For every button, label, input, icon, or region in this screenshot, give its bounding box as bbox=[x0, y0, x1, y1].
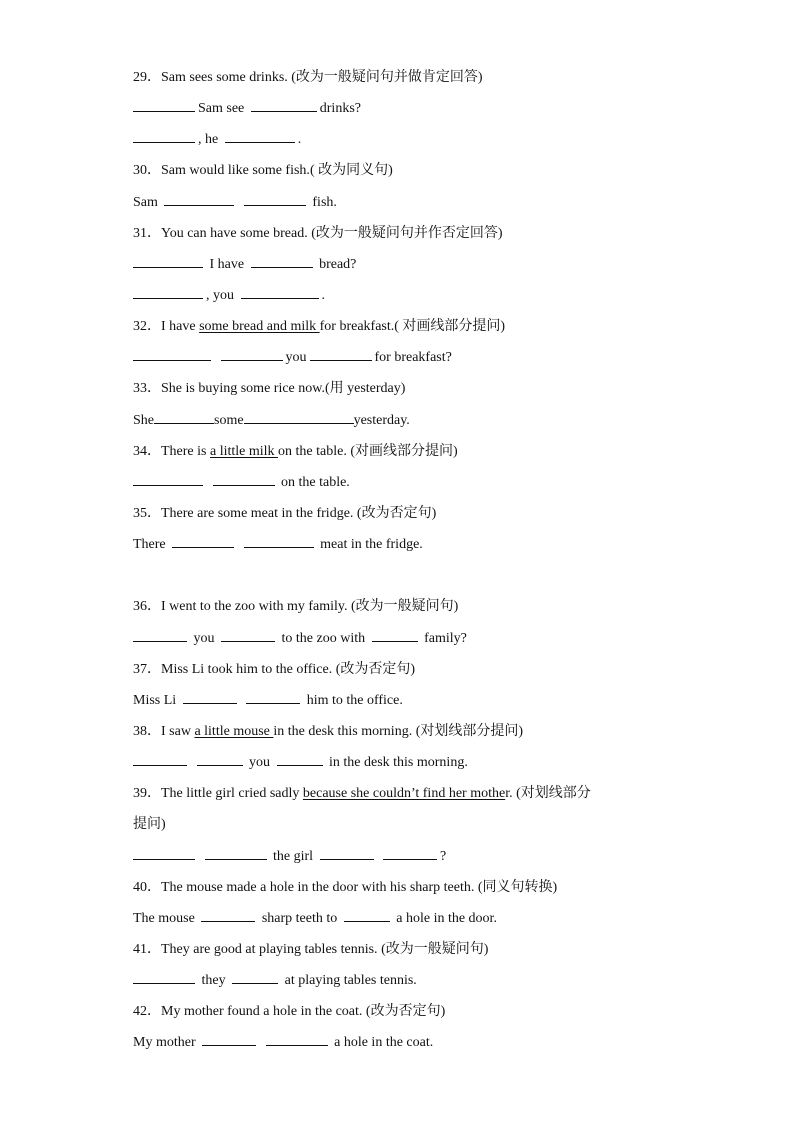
question-42: 42．My mother found a hole in the coat. (改为否定句) bbox=[133, 1004, 446, 1020]
blank[interactable] bbox=[241, 297, 319, 299]
blank[interactable] bbox=[133, 141, 195, 143]
question-32: 32．I have some bread and milk for breakfast.( 对画线部分提问) bbox=[133, 319, 506, 335]
blank[interactable] bbox=[197, 764, 243, 766]
blank[interactable] bbox=[244, 204, 306, 206]
question-39-continued: 提问) bbox=[133, 817, 166, 833]
blank[interactable] bbox=[310, 359, 372, 361]
blank[interactable] bbox=[221, 359, 283, 361]
answer-42-line-1: My mother a hole in the coat. bbox=[133, 1035, 434, 1051]
underlined-phrase: a little mouse bbox=[194, 723, 274, 739]
answer-38-line-1: you in the desk this morning. bbox=[133, 747, 693, 778]
blank[interactable] bbox=[133, 110, 195, 112]
blank[interactable] bbox=[133, 982, 195, 984]
blank[interactable] bbox=[133, 640, 187, 642]
question-36: 36．I went to the zoo with my family. (改为一般疑问句) bbox=[133, 599, 459, 615]
blank[interactable] bbox=[205, 858, 267, 860]
question-37: 37．Miss Li took him to the office. (改为否定句) bbox=[133, 661, 416, 677]
answer-37-line-1: Miss Li him to the office. bbox=[133, 692, 403, 708]
blank[interactable] bbox=[133, 297, 203, 299]
answer-41-line-1: they at playing tables tennis. bbox=[133, 965, 693, 996]
question-35: 35．There are some meat in the fridge. (改为否定句) bbox=[133, 505, 437, 521]
answer-29-line-2: , he . bbox=[133, 124, 693, 155]
blank[interactable] bbox=[201, 920, 255, 922]
underlined-phrase: some bread and milk bbox=[199, 319, 320, 335]
blank[interactable] bbox=[246, 702, 300, 704]
answer-29-line-1: Sam see drinks? bbox=[133, 93, 693, 124]
blank[interactable] bbox=[133, 764, 187, 766]
blank[interactable] bbox=[344, 920, 390, 922]
blank[interactable] bbox=[221, 640, 275, 642]
blank[interactable] bbox=[164, 204, 234, 206]
question-40: 40．The mouse made a hole in the door with his sharp teeth. (同义句转换) bbox=[133, 879, 558, 895]
answer-36-line-1: you to the zoo with family? bbox=[133, 623, 693, 654]
question-29: 29．Sam sees some drinks. (改为一般疑问句并做肯定回答) bbox=[133, 70, 483, 85]
worksheet bbox=[133, 62, 693, 1059]
blank[interactable] bbox=[133, 359, 211, 361]
question-34: 34．There is a little milk on the table. (对画线部分提问) bbox=[133, 443, 458, 459]
underlined-phrase: because she couldn’t find her mothe bbox=[302, 786, 506, 802]
answer-35-line-1: There meat in the fridge. bbox=[133, 537, 423, 553]
blank[interactable] bbox=[320, 858, 374, 860]
blank[interactable] bbox=[251, 110, 317, 112]
question-38: 38．I saw a little mouse in the desk this morning. (对划线部分提问) bbox=[133, 723, 524, 739]
blank[interactable] bbox=[232, 982, 278, 984]
blank[interactable] bbox=[133, 484, 203, 486]
answer-30-line-1: Sam fish. bbox=[133, 194, 337, 210]
question-41: 41．They are good at playing tables tennis. (改为一般疑问句) bbox=[133, 941, 489, 957]
question-31: 31．You can have some bread. (改为一般疑问句并作否定回答) bbox=[133, 225, 503, 241]
blank[interactable] bbox=[225, 141, 295, 143]
answer-40-line-1: The mouse sharp teeth to a hole in the door. bbox=[133, 910, 497, 926]
answer-33-line-1: She some yesterday. bbox=[133, 412, 410, 428]
blank[interactable] bbox=[244, 546, 314, 548]
blank[interactable] bbox=[213, 484, 275, 486]
answer-34-line-1: on the table. bbox=[133, 467, 693, 498]
blank[interactable] bbox=[202, 1044, 256, 1046]
blank[interactable] bbox=[172, 546, 234, 548]
answer-39-line-1: the girl ? bbox=[133, 841, 693, 872]
question-30: 30．Sam would like some fish.( 改为同义句) bbox=[133, 163, 393, 179]
answer-31-line-2: , you . bbox=[133, 280, 693, 311]
question-39: 39．The little girl cried sadly because she couldn’t find her mother. (对划线部分 bbox=[133, 786, 591, 802]
answer-31-line-1: I have bread? bbox=[133, 249, 693, 280]
blank[interactable] bbox=[277, 764, 323, 766]
blank[interactable] bbox=[383, 858, 437, 860]
blank[interactable] bbox=[372, 640, 418, 642]
question-33: 33．She is buying some rice now.(用 yesterday) bbox=[133, 381, 406, 397]
blank[interactable] bbox=[133, 858, 195, 860]
blank[interactable] bbox=[244, 422, 354, 424]
answer-32-line-1: you for breakfast? bbox=[133, 342, 693, 373]
blank[interactable] bbox=[133, 266, 203, 268]
blank[interactable] bbox=[251, 266, 313, 268]
spacer bbox=[133, 560, 693, 591]
underlined-phrase: a little milk bbox=[209, 443, 279, 459]
blank[interactable] bbox=[266, 1044, 328, 1046]
blank[interactable] bbox=[154, 422, 214, 424]
blank[interactable] bbox=[183, 702, 237, 704]
